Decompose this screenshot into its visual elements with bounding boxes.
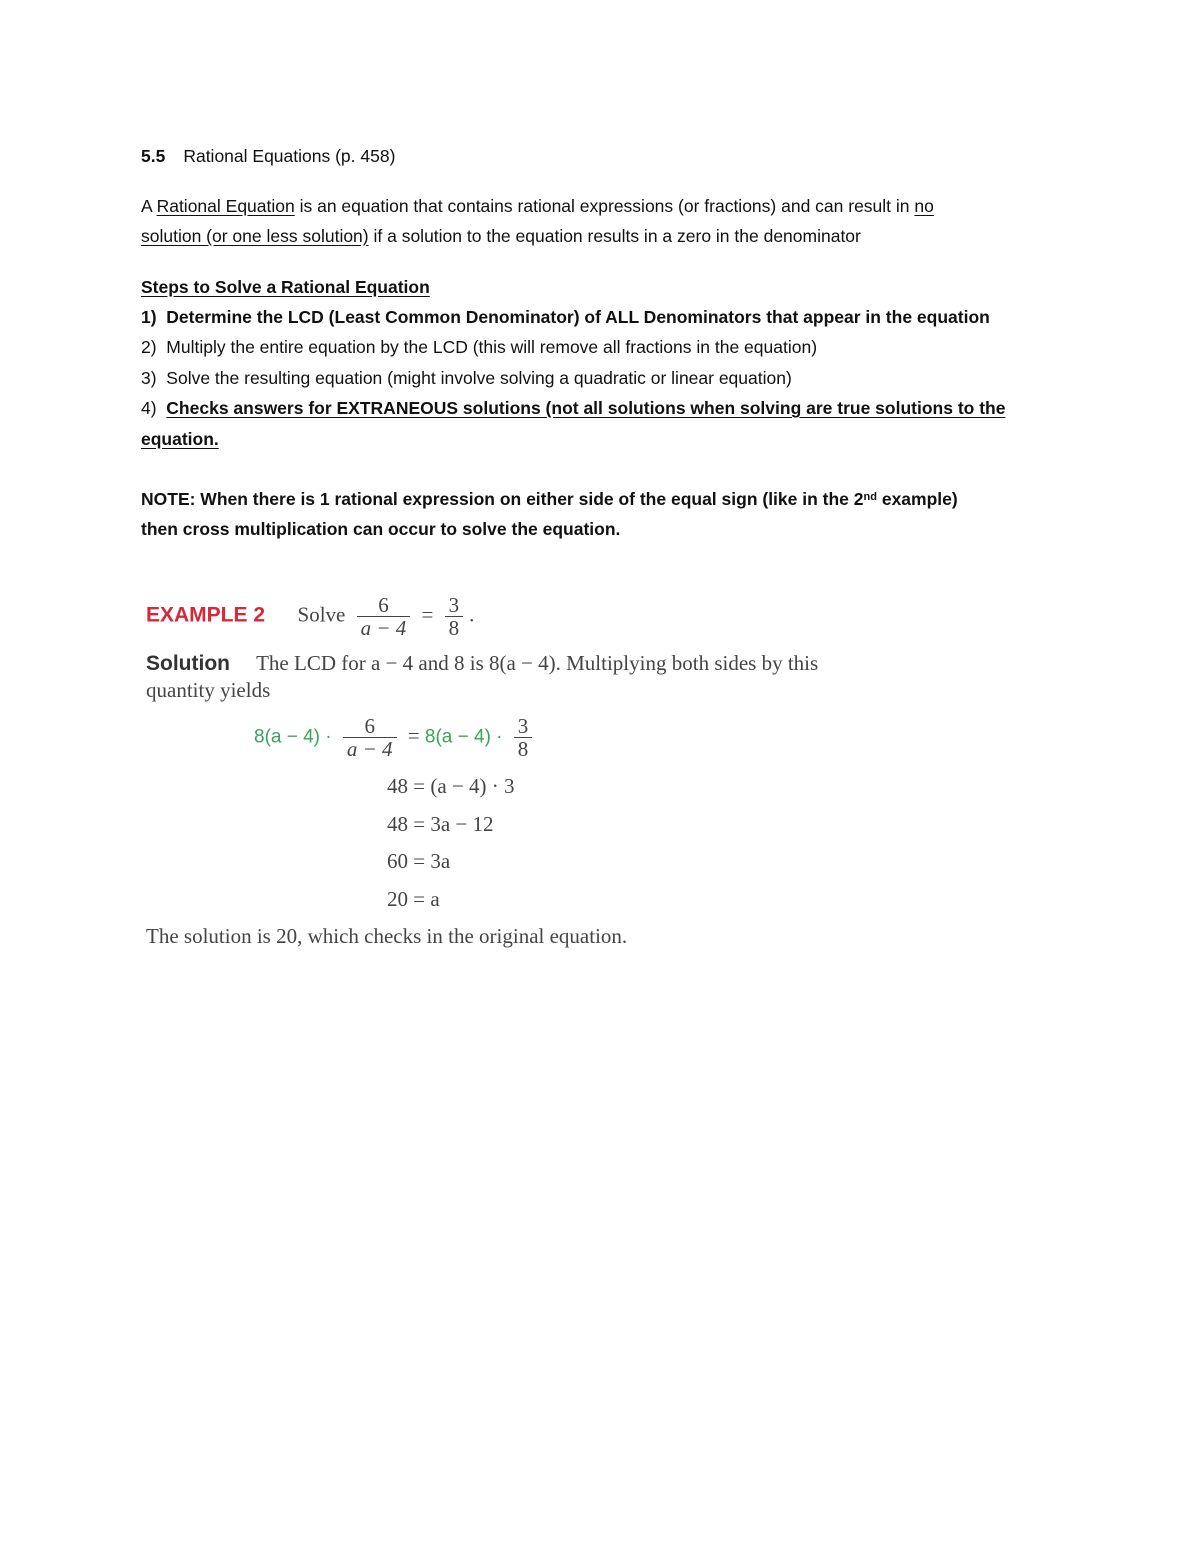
note-line-1: NOTE: When there is 1 rational expression on either side of the equal sign (like in the 2nd example) bbox=[141, 489, 958, 509]
solution-conclusion: The solution is 20, which checks in the original equation. bbox=[146, 924, 628, 948]
step-3: 3) Solve the resulting equation (might involve solving a quadratic or linear equation) bbox=[141, 368, 792, 388]
multiply-line: 8(a − 4) · $\frac{6}{a - 4}$ = 8(a − 4) · $\frac{3}{8}$ bbox=[254, 715, 538, 760]
solve-word: Solve bbox=[297, 602, 346, 627]
mult-fraction-left: $\frac{6}{a - 4}$ bbox=[343, 715, 397, 760]
note-line-2: then cross multiplication can occur to solve the equation. bbox=[141, 519, 621, 539]
step-4: 4) Checks answers for EXTRANEOUS solutions (not all solutions when solving are true solutions to the bbox=[141, 398, 1006, 418]
solution-line-1 bbox=[146, 651, 818, 676]
solution-label: Solution bbox=[146, 652, 230, 675]
fraction-rhs: $\frac{3}{8}$ bbox=[445, 594, 464, 639]
definition-no: no bbox=[914, 196, 934, 216]
section-title: Rational Equations (p. 458) bbox=[183, 146, 396, 166]
section-number: 5.5 bbox=[141, 146, 166, 166]
section-heading bbox=[141, 144, 395, 168]
steps-heading: Steps to Solve a Rational Equation bbox=[141, 277, 430, 297]
lcd-factor-left: 8(a − 4) · bbox=[254, 726, 332, 748]
mult-fraction-right: $\frac{3}{8}$ bbox=[514, 715, 533, 760]
definition-line-1: A Rational Equation is an equation that contains rational expressions (or fractions) and can result in no bbox=[141, 196, 934, 216]
definition-term: Rational Equation bbox=[156, 196, 295, 216]
step-4-continued: equation. bbox=[141, 429, 219, 449]
solve-step-3: 60 = 3a bbox=[387, 849, 451, 873]
definition-line-2: solution (or one less solution) if a solution to the equation results in a zero in the denominator bbox=[141, 226, 861, 246]
solve-step-1: 48 = (a − 4) · 3 bbox=[387, 774, 515, 798]
example-label: EXAMPLE 2 bbox=[146, 603, 266, 627]
step-1: 1) Determine the LCD (Least Common Denominator) of ALL Denominators that appear in the equation bbox=[141, 307, 990, 327]
fraction-lhs: $\frac{6}{a - 4}$ bbox=[357, 594, 411, 639]
step-2: 2) Multiply the entire equation by the LCD (this will remove all fractions in the equation) bbox=[141, 337, 818, 357]
solution-line-2: quantity yields bbox=[146, 678, 271, 702]
solve-step-4: 20 = a bbox=[387, 887, 440, 911]
example-header: EXAMPLE 2 Solve $\frac{6}{a - 4}$ = $\frac{3}{8}$ . bbox=[146, 593, 475, 640]
solution-text: The LCD for a − 4 and 8 is 8(a − 4). Multiplying both sides by this bbox=[256, 651, 819, 675]
lcd-factor-right: 8(a − 4) · bbox=[424, 726, 503, 748]
solve-step-2: 48 = 3a − 12 bbox=[387, 812, 494, 836]
